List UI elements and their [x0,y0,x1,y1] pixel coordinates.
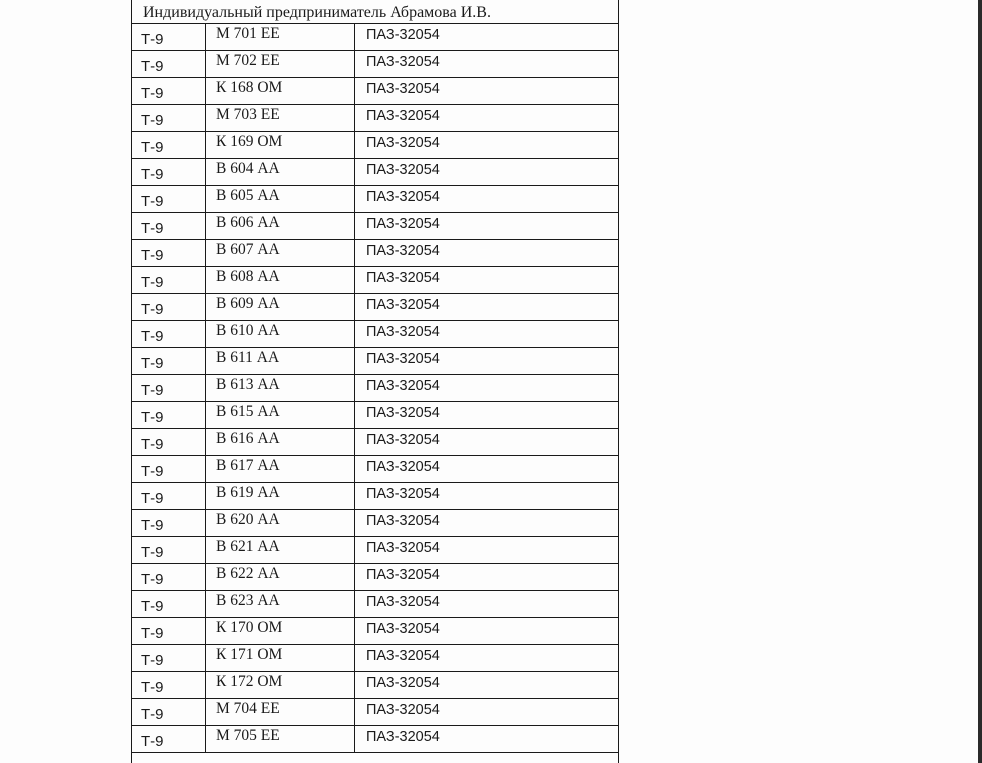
model-cell: ПАЗ-32054 [366,729,440,745]
plate-cell: В 623 АА [206,591,355,617]
plate-cell: В 619 АА [206,483,355,509]
model-cell: ПАЗ-32054 [366,27,440,43]
plate-cell: К 169 ОМ [206,132,355,158]
table-row [132,240,618,267]
table-row [132,78,618,105]
table-row [132,537,618,564]
table-row [132,321,618,348]
plate-cell: М 705 ЕЕ [206,726,355,752]
plate-cell: В 609 АА [206,294,355,320]
plate-cell: В 606 АА [206,213,355,239]
model-cell: ПАЗ-32054 [366,351,440,367]
table-row [132,159,618,186]
route-cell: Т-9 [132,186,206,212]
model-cell: ПАЗ-32054 [366,108,440,124]
table-row [132,186,618,213]
route-cell: Т-9 [132,591,206,617]
route-cell: Т-9 [132,645,206,671]
model-cell: ПАЗ-32054 [366,648,440,664]
plate-cell: В 616 АА [206,429,355,455]
plate-cell: В 613 АА [206,375,355,401]
route-cell: Т-9 [132,429,206,455]
model-cell: ПАЗ-32054 [366,135,440,151]
table-row [132,591,618,618]
table-row [132,645,618,672]
table-row [132,483,618,510]
table-row [132,699,618,726]
plate-cell: М 703 ЕЕ [206,105,355,131]
model-cell: ПАЗ-32054 [366,594,440,610]
table-row [132,672,618,699]
model-cell: ПАЗ-32054 [366,324,440,340]
table-tail [132,753,618,763]
table-row [132,564,618,591]
table-row [132,726,618,753]
model-cell: ПАЗ-32054 [366,243,440,259]
route-cell: Т-9 [132,618,206,644]
model-cell: ПАЗ-32054 [366,297,440,313]
plate-cell: В 611 АА [206,348,355,374]
route-cell: Т-9 [132,483,206,509]
plate-cell: В 608 АА [206,267,355,293]
table-row [132,510,618,537]
table-row [132,348,618,375]
model-cell: ПАЗ-32054 [366,189,440,205]
model-cell: ПАЗ-32054 [366,432,440,448]
plate-cell: В 622 АА [206,564,355,590]
table-header-owner: Индивидуальный предприниматель Абрамова И.В. [132,0,618,24]
model-cell: ПАЗ-32054 [366,675,440,691]
plate-cell: В 610 АА [206,321,355,347]
route-cell: Т-9 [132,213,206,239]
model-cell: ПАЗ-32054 [366,378,440,394]
plate-cell: В 607 АА [206,240,355,266]
table-row [132,213,618,240]
route-cell: Т-9 [132,294,206,320]
table-row [132,402,618,429]
plate-cell: К 168 ОМ [206,78,355,104]
table-row [132,618,618,645]
route-cell: Т-9 [132,375,206,401]
model-cell: ПАЗ-32054 [366,162,440,178]
plate-cell: К 171 ОМ [206,645,355,671]
table-row [132,105,618,132]
route-cell: Т-9 [132,564,206,590]
route-cell: Т-9 [132,267,206,293]
route-cell: Т-9 [132,132,206,158]
table-row [132,456,618,483]
plate-cell: К 170 ОМ [206,618,355,644]
model-cell: ПАЗ-32054 [366,702,440,718]
model-cell: ПАЗ-32054 [366,486,440,502]
table-row [132,294,618,321]
route-cell: Т-9 [132,456,206,482]
plate-cell: М 702 ЕЕ [206,51,355,77]
route-cell: Т-9 [132,537,206,563]
route-cell: Т-9 [132,672,206,698]
route-cell: Т-9 [132,51,206,77]
model-cell: ПАЗ-32054 [366,405,440,421]
table-row [132,132,618,159]
route-cell: Т-9 [132,348,206,374]
plate-cell: М 704 ЕЕ [206,699,355,725]
model-cell: ПАЗ-32054 [366,54,440,70]
route-cell: Т-9 [132,726,206,752]
model-cell: ПАЗ-32054 [366,459,440,475]
table-row [132,375,618,402]
route-cell: Т-9 [132,699,206,725]
plate-cell: В 617 АА [206,456,355,482]
plate-cell: К 172 ОМ [206,672,355,698]
route-cell: Т-9 [132,402,206,428]
table-row [132,51,618,78]
vehicle-table [131,0,619,763]
table-row [132,24,618,51]
plate-cell: В 615 АА [206,402,355,428]
plate-cell: В 605 АА [206,186,355,212]
model-cell: ПАЗ-32054 [366,621,440,637]
scan-edge [978,0,982,763]
model-cell: ПАЗ-32054 [366,216,440,232]
route-cell: Т-9 [132,321,206,347]
route-cell: Т-9 [132,159,206,185]
table-row [132,429,618,456]
route-cell: Т-9 [132,24,206,50]
model-cell: ПАЗ-32054 [366,513,440,529]
model-cell: ПАЗ-32054 [366,270,440,286]
route-cell: Т-9 [132,78,206,104]
table-row [132,267,618,294]
table-body [132,24,618,753]
plate-cell: М 701 ЕЕ [206,24,355,50]
route-cell: Т-9 [132,510,206,536]
plate-cell: В 621 АА [206,537,355,563]
model-cell: ПАЗ-32054 [366,81,440,97]
model-cell: ПАЗ-32054 [366,540,440,556]
route-cell: Т-9 [132,240,206,266]
route-cell: Т-9 [132,105,206,131]
plate-cell: В 620 АА [206,510,355,536]
model-cell: ПАЗ-32054 [366,567,440,583]
plate-cell: В 604 АА [206,159,355,185]
